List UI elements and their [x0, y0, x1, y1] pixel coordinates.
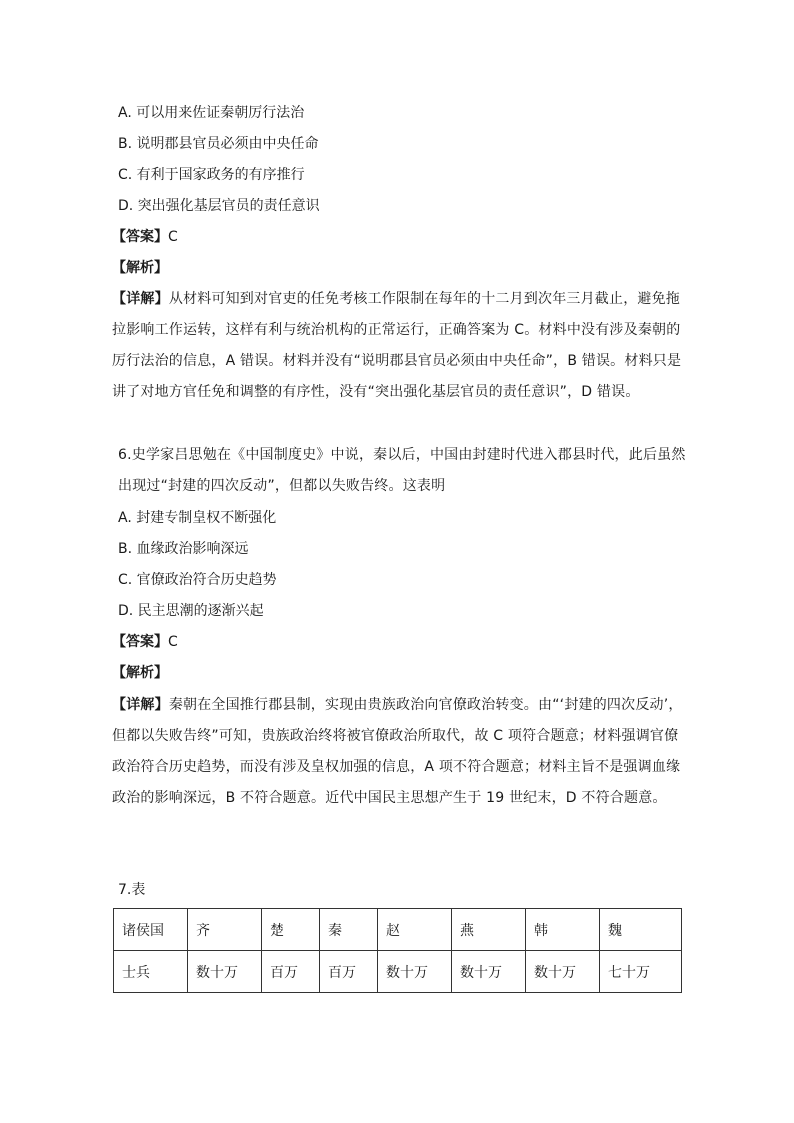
q6-answer-label: 【答案】 [112, 634, 168, 650]
table-cell: 数十万 [188, 951, 262, 993]
table-cell: 诸侯国 [114, 909, 188, 951]
table-header-row [114, 909, 682, 951]
table-cell: 数十万 [526, 951, 600, 993]
table-cell: 齐 [188, 909, 262, 951]
q7-table [113, 908, 682, 993]
q6-detail-text: 秦朝在全国推行郡县制，实现由贵族政治向官僚政治转变。由“‘封建的四次反动’，但都以失败告终”可知，贵族政治终将被官僚政治所取代，故 C 项符合题意；材料强调官僚政治符合历史趋势，而没有涉及皇权加强的信息，A 项不符合题意；材料主旨不是强调血缘政治的影响深远，B 不符合题意。近代中国民主思想产生于 19 世纪末，D 不符合题意。 [112, 697, 683, 806]
table-cell: 魏 [600, 909, 682, 951]
q6-analysis-label: 【解析】 [112, 665, 168, 681]
table-cell: 赵 [378, 909, 452, 951]
table-cell: 百万 [320, 951, 378, 993]
table-cell: 百万 [262, 951, 320, 993]
q6-answer [112, 632, 178, 652]
q6-option-d: D. 民主思潮的逐渐兴起 [118, 603, 264, 619]
q6-option-b: B. 血缘政治影响深远 [118, 541, 249, 557]
q6-stem: 6.史学家吕思勉在《中国制度史》中说，秦以后，中国由封建时代进入郡县时代，此后虽然出现过“封建的四次反动”，但都以失败告终。这表明 [118, 447, 686, 494]
table-cell: 秦 [320, 909, 378, 951]
table-cell: 七十万 [600, 951, 682, 993]
q5-option-a: A. 可以用来佐证秦朝厉行法治 [118, 105, 305, 121]
table-cell: 数十万 [378, 951, 452, 993]
q6-option-c: C. 官僚政治符合历史趋势 [118, 572, 277, 588]
table-cell: 楚 [262, 909, 320, 951]
q5-answer [112, 227, 178, 247]
q6-detail [112, 690, 688, 814]
table-row [114, 951, 682, 993]
q5-detail-label: 【详解】 [112, 291, 169, 307]
q6-detail-label: 【详解】 [112, 697, 169, 713]
q7-stem: 7.表 [118, 882, 146, 898]
q6-option-a: A. 封建专制皇权不断强化 [118, 510, 277, 526]
q5-option-c: C. 有利于国家政务的有序推行 [118, 167, 305, 183]
q6-answer-value: C [168, 634, 178, 650]
q5-detail-text: 从材料可知到对官吏的任免考核工作限制在每年的十二月到次年三月截止，避免拖拉影响工作运转，这样有利与统治机构的正常运行，正确答案为 C。材料中没有涉及秦朝的厉行法治的信息，A 错误。材料并没有“说明郡县官员必须由中央任命”，B 错误。材料只是讲了对地方官任免和调整的有序性，没有“突出强化基层官员的责任意识”，D 错误。 [112, 291, 682, 400]
q5-answer-label: 【答案】 [112, 229, 168, 245]
table-cell: 燕 [452, 909, 526, 951]
q5-answer-value: C [168, 229, 178, 245]
table-cell: 士兵 [114, 951, 188, 993]
q5-analysis-label: 【解析】 [112, 260, 168, 276]
q5-option-d: D. 突出强化基层官员的责任意识 [118, 198, 320, 214]
table-cell: 数十万 [452, 951, 526, 993]
table-cell: 韩 [526, 909, 600, 951]
q5-option-b: B. 说明郡县官员必须由中央任命 [118, 136, 319, 152]
q5-detail [112, 284, 688, 408]
